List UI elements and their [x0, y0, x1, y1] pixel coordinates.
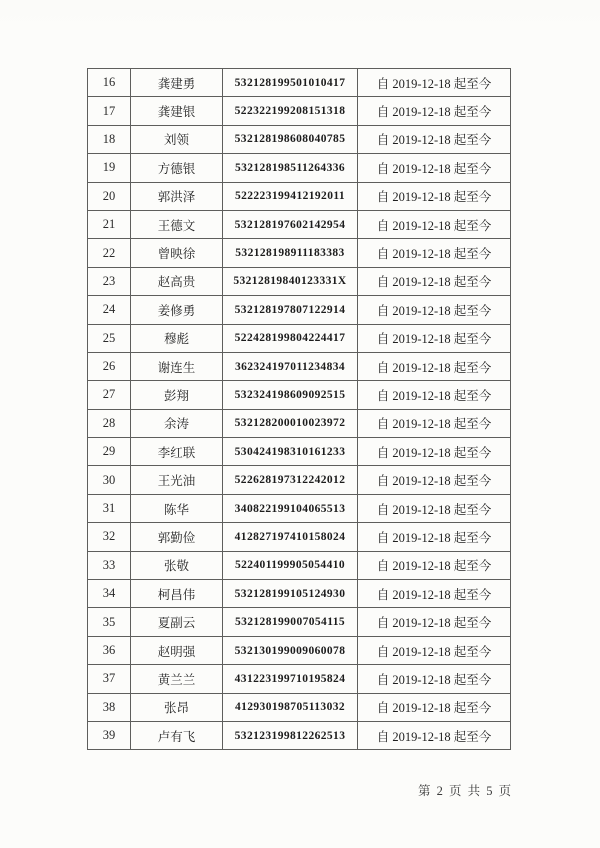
name-cell: 余涛	[131, 409, 223, 437]
table-row	[88, 239, 511, 267]
period-cell: 自 2019-12-18 起至今	[358, 97, 511, 125]
row-number-cell: 20	[88, 182, 131, 210]
row-number-cell: 33	[88, 551, 131, 579]
row-number-cell: 30	[88, 466, 131, 494]
row-number-cell: 24	[88, 296, 131, 324]
row-number-cell: 32	[88, 523, 131, 551]
table-row	[88, 494, 511, 522]
period-cell: 自 2019-12-18 起至今	[358, 239, 511, 267]
row-number-cell: 22	[88, 239, 131, 267]
id-number-cell: 522428199804224417	[223, 324, 358, 352]
row-number-cell: 39	[88, 721, 131, 749]
table-row	[88, 409, 511, 437]
row-number-cell: 17	[88, 97, 131, 125]
period-cell: 自 2019-12-18 起至今	[358, 409, 511, 437]
table-row	[88, 296, 511, 324]
table-row	[88, 438, 511, 466]
table-row	[88, 125, 511, 153]
id-number-cell: 532128199007054115	[223, 608, 358, 636]
row-number-cell: 26	[88, 352, 131, 380]
id-number-cell: 522322199208151318	[223, 97, 358, 125]
period-cell: 自 2019-12-18 起至今	[358, 352, 511, 380]
table-row	[88, 636, 511, 664]
period-cell: 自 2019-12-18 起至今	[358, 296, 511, 324]
period-cell: 自 2019-12-18 起至今	[358, 69, 511, 97]
name-cell: 赵高贵	[131, 267, 223, 295]
row-number-cell: 23	[88, 267, 131, 295]
name-cell: 郭勤俭	[131, 523, 223, 551]
table-row	[88, 580, 511, 608]
id-number-cell: 53212819840123331X	[223, 267, 358, 295]
period-cell: 自 2019-12-18 起至今	[358, 324, 511, 352]
name-cell: 陈华	[131, 494, 223, 522]
period-cell: 自 2019-12-18 起至今	[358, 182, 511, 210]
table-row	[88, 523, 511, 551]
period-cell: 自 2019-12-18 起至今	[358, 636, 511, 664]
table-row	[88, 154, 511, 182]
row-number-cell: 25	[88, 324, 131, 352]
name-cell: 张敬	[131, 551, 223, 579]
roster-table-body	[88, 69, 511, 750]
roster-table	[87, 68, 511, 750]
table-row	[88, 97, 511, 125]
id-number-cell: 532128197602142954	[223, 210, 358, 238]
page-footer	[418, 781, 513, 799]
name-cell: 曾映徐	[131, 239, 223, 267]
id-number-cell: 522223199412192011	[223, 182, 358, 210]
period-cell: 自 2019-12-18 起至今	[358, 580, 511, 608]
table-row	[88, 69, 511, 97]
table-row	[88, 693, 511, 721]
table-row	[88, 608, 511, 636]
period-cell: 自 2019-12-18 起至今	[358, 523, 511, 551]
row-number-cell: 18	[88, 125, 131, 153]
id-number-cell: 532128199105124930	[223, 580, 358, 608]
id-number-cell: 532128198511264336	[223, 154, 358, 182]
name-cell: 龚建银	[131, 97, 223, 125]
page-indicator: 第 2 页 共 5 页	[418, 784, 513, 798]
name-cell: 方德银	[131, 154, 223, 182]
name-cell: 黄兰兰	[131, 665, 223, 693]
id-number-cell: 532128199501010417	[223, 69, 358, 97]
name-cell: 谢连生	[131, 352, 223, 380]
name-cell: 彭翔	[131, 381, 223, 409]
id-number-cell: 532128198608040785	[223, 125, 358, 153]
table-row	[88, 466, 511, 494]
period-cell: 自 2019-12-18 起至今	[358, 466, 511, 494]
id-number-cell: 532123199812262513	[223, 721, 358, 749]
id-number-cell: 340822199104065513	[223, 494, 358, 522]
row-number-cell: 35	[88, 608, 131, 636]
id-number-cell: 532128197807122914	[223, 296, 358, 324]
id-number-cell: 412930198705113032	[223, 693, 358, 721]
period-cell: 自 2019-12-18 起至今	[358, 210, 511, 238]
table-row	[88, 665, 511, 693]
id-number-cell: 522401199905054410	[223, 551, 358, 579]
row-number-cell: 38	[88, 693, 131, 721]
period-cell: 自 2019-12-18 起至今	[358, 154, 511, 182]
row-number-cell: 19	[88, 154, 131, 182]
id-number-cell: 412827197410158024	[223, 523, 358, 551]
row-number-cell: 31	[88, 494, 131, 522]
row-number-cell: 36	[88, 636, 131, 664]
period-cell: 自 2019-12-18 起至今	[358, 494, 511, 522]
period-cell: 自 2019-12-18 起至今	[358, 267, 511, 295]
table-row	[88, 182, 511, 210]
row-number-cell: 29	[88, 438, 131, 466]
id-number-cell: 431223199710195824	[223, 665, 358, 693]
name-cell: 夏副云	[131, 608, 223, 636]
name-cell: 龚建勇	[131, 69, 223, 97]
name-cell: 姜修勇	[131, 296, 223, 324]
name-cell: 王光油	[131, 466, 223, 494]
period-cell: 自 2019-12-18 起至今	[358, 125, 511, 153]
row-number-cell: 27	[88, 381, 131, 409]
period-cell: 自 2019-12-18 起至今	[358, 551, 511, 579]
table-row	[88, 551, 511, 579]
id-number-cell: 532128198911183383	[223, 239, 358, 267]
id-number-cell: 532128200010023972	[223, 409, 358, 437]
name-cell: 郭洪泽	[131, 182, 223, 210]
name-cell: 赵明强	[131, 636, 223, 664]
id-number-cell: 522628197312242012	[223, 466, 358, 494]
row-number-cell: 16	[88, 69, 131, 97]
name-cell: 刘领	[131, 125, 223, 153]
period-cell: 自 2019-12-18 起至今	[358, 608, 511, 636]
row-number-cell: 34	[88, 580, 131, 608]
name-cell: 李红联	[131, 438, 223, 466]
period-cell: 自 2019-12-18 起至今	[358, 665, 511, 693]
period-cell: 自 2019-12-18 起至今	[358, 381, 511, 409]
period-cell: 自 2019-12-18 起至今	[358, 721, 511, 749]
id-number-cell: 532324198609092515	[223, 381, 358, 409]
name-cell: 张昂	[131, 693, 223, 721]
id-number-cell: 362324197011234834	[223, 352, 358, 380]
row-number-cell: 21	[88, 210, 131, 238]
name-cell: 柯昌伟	[131, 580, 223, 608]
row-number-cell: 28	[88, 409, 131, 437]
table-row	[88, 352, 511, 380]
name-cell: 卢有飞	[131, 721, 223, 749]
table-row	[88, 324, 511, 352]
period-cell: 自 2019-12-18 起至今	[358, 438, 511, 466]
table-row	[88, 721, 511, 749]
table-row	[88, 267, 511, 295]
period-cell: 自 2019-12-18 起至今	[358, 693, 511, 721]
row-number-cell: 37	[88, 665, 131, 693]
name-cell: 王德文	[131, 210, 223, 238]
table-row	[88, 381, 511, 409]
id-number-cell: 530424198310161233	[223, 438, 358, 466]
id-number-cell: 532130199009060078	[223, 636, 358, 664]
table-row	[88, 210, 511, 238]
name-cell: 穆彪	[131, 324, 223, 352]
